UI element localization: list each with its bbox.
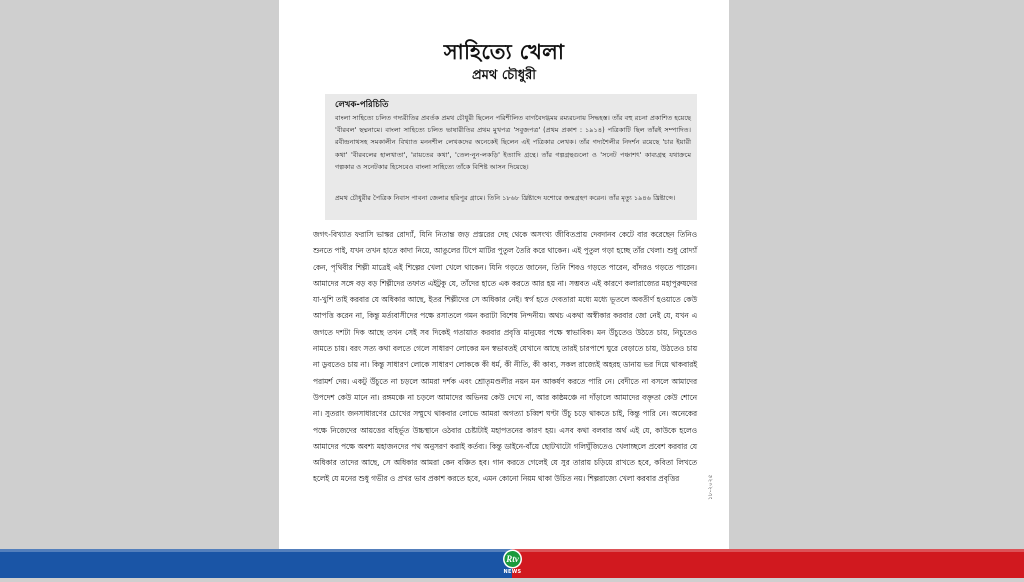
logo-sub-text: NEWS xyxy=(503,569,522,575)
logo-mark-text: Rtv xyxy=(506,554,519,564)
document-page xyxy=(279,0,729,549)
document-author: প্রমথ চৌধুরী xyxy=(471,68,537,83)
intro-paragraph-1: বাংলা সাহিত্যে চলিত গদ্যরীতির প্রবর্তক প্রমথ চৌধুরী ছিলেন পরিশীলিত বাগবৈদগ্ধময় রম্যরচনায় সিদ্ধহস্ত। তাঁর বহু রচনা প্রকাশিত হয়েছে 'বীরবল' ছদ্মনামে। বাংলা সাহিত্যে চলিত ভাষারীতির প্রথম মুখপত্র 'সবুজপত্র' (প্রথম প্রকাশ : ১৯১৪) পত্রিকাটি ছিল তাঁরই সম্পাদিত। রবীন্দ্রনাথসহ সমকালীন বিখ্যাত মননশীল লেখকদের অনেকেই ছিলেন এই পত্রিকার লেখক। তাঁর গদ্যশৈলীর নিদর্শন রয়েছে 'চার ইয়ারী কথা' 'বীরবলের হালখাতা', 'রায়তের কথা', 'তেল-নুন-লকড়ি' ইত্যাদি গ্রন্থে। তাঁর গল্পগ্রন্থগুলো ও 'সনেট পঞ্চাশৎ' কাব্যগ্রন্থ যথাক্রমে গল্পকার ও সনেটকার হিসেবেও বাংলা সাহিত্যে তাঁকে বিশিষ্ট আসন দিয়েছে। xyxy=(335,114,691,171)
document-title: সাহিত্যে খেলা xyxy=(443,40,565,64)
document-body xyxy=(313,227,697,488)
intro-heading: লেখক-পরিচিতি xyxy=(335,100,389,110)
page-margin-note: ১৮-২০২৫ xyxy=(707,474,714,500)
author-intro-box xyxy=(325,94,697,220)
intro-paragraph-2: প্রমথ চৌধুরীর পৈত্রিক নিবাস পাবনা জেলার হরিপুর গ্রামে। তিনি ১৮৬৮ খ্রিষ্টাব্দে যশোরে জন্মগ্রহণ করেন। তাঁর মৃত্যু ১৯৪৬ খ্রিষ্টাব্দে। xyxy=(335,194,676,202)
rtv-logo xyxy=(496,549,529,578)
banner-red-section xyxy=(512,549,1024,578)
banner-blue-section xyxy=(0,549,512,578)
body-paragraph: জগৎ-বিখ্যাত ফরাসি ভাস্কর রোদ্যাঁ, যিনি নিতান্ত জড় প্রস্তরের দেহ থেকে অসংখ্য জীবিতপ্রায় দেবদানব কেটে বার করেছেন তিনিও শুনতে পাই, যখন তখন হাতে কাদা নিয়ে, আঙুলের টিপে মাটির পুতুল তৈরি করে থাকেন। এই পুতুল গড়া হচ্ছে তাঁর খেলা। শুধু রোদ্যাঁ কেন, পৃথিবীর শিল্পী মাত্রেই এই শিল্পের খেলা খেলে থাকেন। যিনি গড়তে জানেন, তিনি শিবও গড়তে পারেন, বাঁদরও গড়তে পারেন। আমাদের সঙ্গে বড় বড় শিল্পীদের তফাত এইটুকু যে, তাঁদের হাতে এক করতে আর হয় না। সম্ভবত এই কারণে কলারাজ্যের মহাপুরুষদের যা-খুশি তাই করবার যে অধিকার আছে, ইতর শিল্পীদের সে অধিকার নেই। স্বর্গ হতে দেবতারা মধ্যে মধ্যে ভূতলে অবতীর্ণ হওয়াতে কেউ আপত্তি করেন না, কিন্তু মর্ত্যবাসীদের পক্ষে রসাতলে গমন করাটা বিশেষ নিন্দনীয়। অথচ একথা অস্বীকার করবার জো নেই যে, যখন এ জগতে দশটা দিক আছে তখন সেই সব দিকেই গতায়াত করবার প্রবৃত্তি মানুষের পক্ষে স্বাভাবিক। মন উঁচুতেও উঠতে চায়, নিচুতেও নামতে চায়। বরং সত্য কথা বলতে গেলে সাধারণ লোকের মন স্বভাবতই যেখানে আছে তারই চারপাশে ঘুরে বেড়াতে চায়, উঠতেও চায় না ডুবতেও চায় না। কিন্তু সাধারণ লোকে সাধারণ লোককে কী ধর্ম, কী নীতি, কী কাব্য, সকল রাজ্যেই অহরহ ডানায় ভর দিয়ে থাকবারই পরামর্শ দেয়। একটু উঁচুতে না চড়লে আমরা দর্শক এবং শ্রোতৃমণ্ডলীর নয়ন মন আকর্ষণ করতে পারি নে। বেদীতে না বসলে আমাদের উপদেশ কেউ মানে না। রঙ্গমঞ্চে না চড়লে আমাদের অভিনয় কেউ দেখে না, আর কাষ্ঠমঞ্চে না দাঁড়ালে আমাদের বক্তৃতা কেউ শোনে না। সুতরাং জনসাধারণের চোখের সম্মুখে থাকবার লোভে আমরা অগত্যা চব্বিশ ঘণ্টা উঁচু চড়ে থাকতে চাই, কিন্তু পারি নে। অনেকের পক্ষে নিজেদের আয়ত্তের বহির্ভূত উচ্চস্থানে ওঠবার চেষ্টাটাই মহাপতনের কারণ হয়। এসব কথা বলবার অর্থ এই যে, কাউকে হলেও আমাদের পক্ষে অবশ্য মহাজনদের পথ অনুসরণ করাই কর্তব্য। কিন্তু ডাইনে-বাঁয়ে ছোটখাটো গলিঘুঁজিতেও খেলাচ্ছলে প্রবেশ করবার যে অধিকার তাদের আছে, সে অধিকার আমরা কেন বঞ্চিত হব। গান করতে গেলেই যে সুর তারায় চড়িয়ে রাখতে হবে, কবিতা লিখতে হলেই যে মনের শুধু গভীর ও প্রখর ভাব প্রকাশ করতে হবে, এমন কোনো নিয়ম থাকা উচিত নয়। শিল্পরাজ্যে খেলা করবার প্রবৃত্তির xyxy=(313,230,697,484)
